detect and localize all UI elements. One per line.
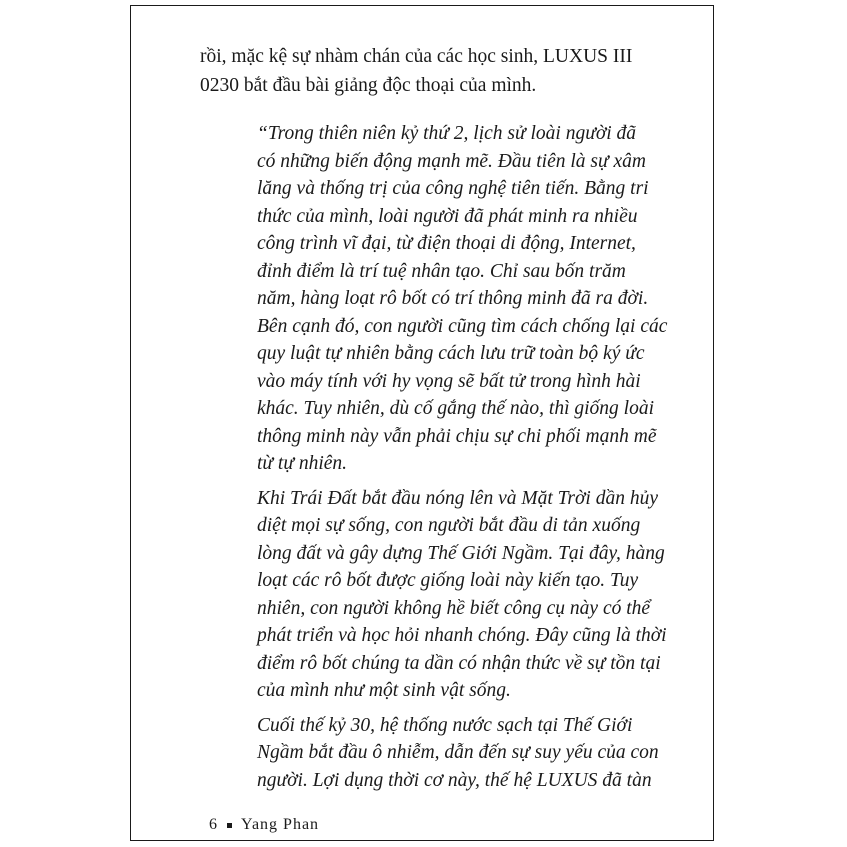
quote-line: “Trong thiên niên kỷ thứ 2, lịch sử loài người đã — [257, 123, 637, 144]
quote-line: vào máy tính với hy vọng sẽ bất tử trong hình hài — [257, 370, 641, 392]
quote-line: Ngầm bắt đầu ô nhiễm, dẫn đến sự suy yếu của con — [257, 742, 659, 763]
quote-line: điểm rô bốt chúng ta dần có nhận thức về sự tồn tại — [257, 652, 661, 674]
quote-line: có những biến động mạnh mẽ. Đầu tiên là sự xâm — [257, 150, 647, 172]
quote-line: đỉnh điểm là trí tuệ nhân tạo. Chỉ sau bốn trăm — [257, 260, 626, 282]
quote-line: Bên cạnh đó, con người cũng tìm cách chống lại các — [257, 315, 668, 337]
quote-line: thông minh này vẫn phải chịu sự chi phối mạnh mẽ — [257, 425, 657, 447]
quote-line: từ tự nhiên. — [257, 453, 348, 474]
quote-line: Khi Trái Đất bắt đầu nóng lên và Mặt Trời dần hủy — [257, 487, 658, 509]
quote-paragraph-2 — [257, 485, 667, 705]
quote-line: năm, hàng loạt rô bốt có trí thông minh đã ra đời. — [257, 288, 649, 309]
quote-line: thức của mình, loài người đã phát minh ra nhiều — [257, 205, 638, 227]
page-number: 6 — [209, 816, 218, 833]
intro-line: 0230 bắt đầu bài giảng độc thoại của mình. — [200, 74, 537, 96]
book-page — [130, 5, 714, 841]
quote-line: của mình như một sinh vật sống. — [257, 680, 511, 701]
quote-line: diệt mọi sự sống, con người bắt đầu di tản xuống — [257, 515, 641, 536]
author-name: Yang Phan — [241, 816, 320, 833]
quote-line: loạt các rô bốt được giống loài này kiến tạo. Tuy — [257, 570, 639, 591]
quote-line: công trình vĩ đại, từ điện thoại di động, Internet, — [257, 233, 636, 254]
quote-block — [257, 120, 668, 801]
quote-line: phát triển và học hỏi nhanh chóng. Đây cũng là thời — [257, 625, 667, 646]
intro-line: rồi, mặc kệ sự nhàm chán của các học sinh, LUXUS III — [200, 46, 633, 67]
quote-line: người. Lợi dụng thời cơ này, thế hệ LUXUS đã tàn — [257, 769, 652, 791]
quote-line: lòng đất và gây dựng Thế Giới Ngầm. Tại đây, hàng — [257, 542, 665, 564]
quote-line: nhiên, con người không hề biết công cụ này có thể — [257, 597, 651, 619]
quote-line: lăng và thống trị của công nghệ tiên tiến. Bằng tri — [257, 178, 649, 199]
quote-line: khác. Tuy nhiên, dù cố gắng thế nào, thì giống loài — [257, 398, 654, 419]
quote-line: Cuối thế kỷ 30, hệ thống nước sạch tại Thế Giới — [257, 714, 633, 736]
page-footer — [209, 816, 319, 834]
separator-square-icon — [227, 823, 232, 828]
intro-paragraph — [200, 43, 642, 100]
quote-paragraph-1 — [257, 120, 668, 478]
quote-line: quy luật tự nhiên bằng cách lưu trữ toàn bộ ký ức — [257, 343, 645, 364]
quote-paragraph-3 — [257, 712, 659, 795]
